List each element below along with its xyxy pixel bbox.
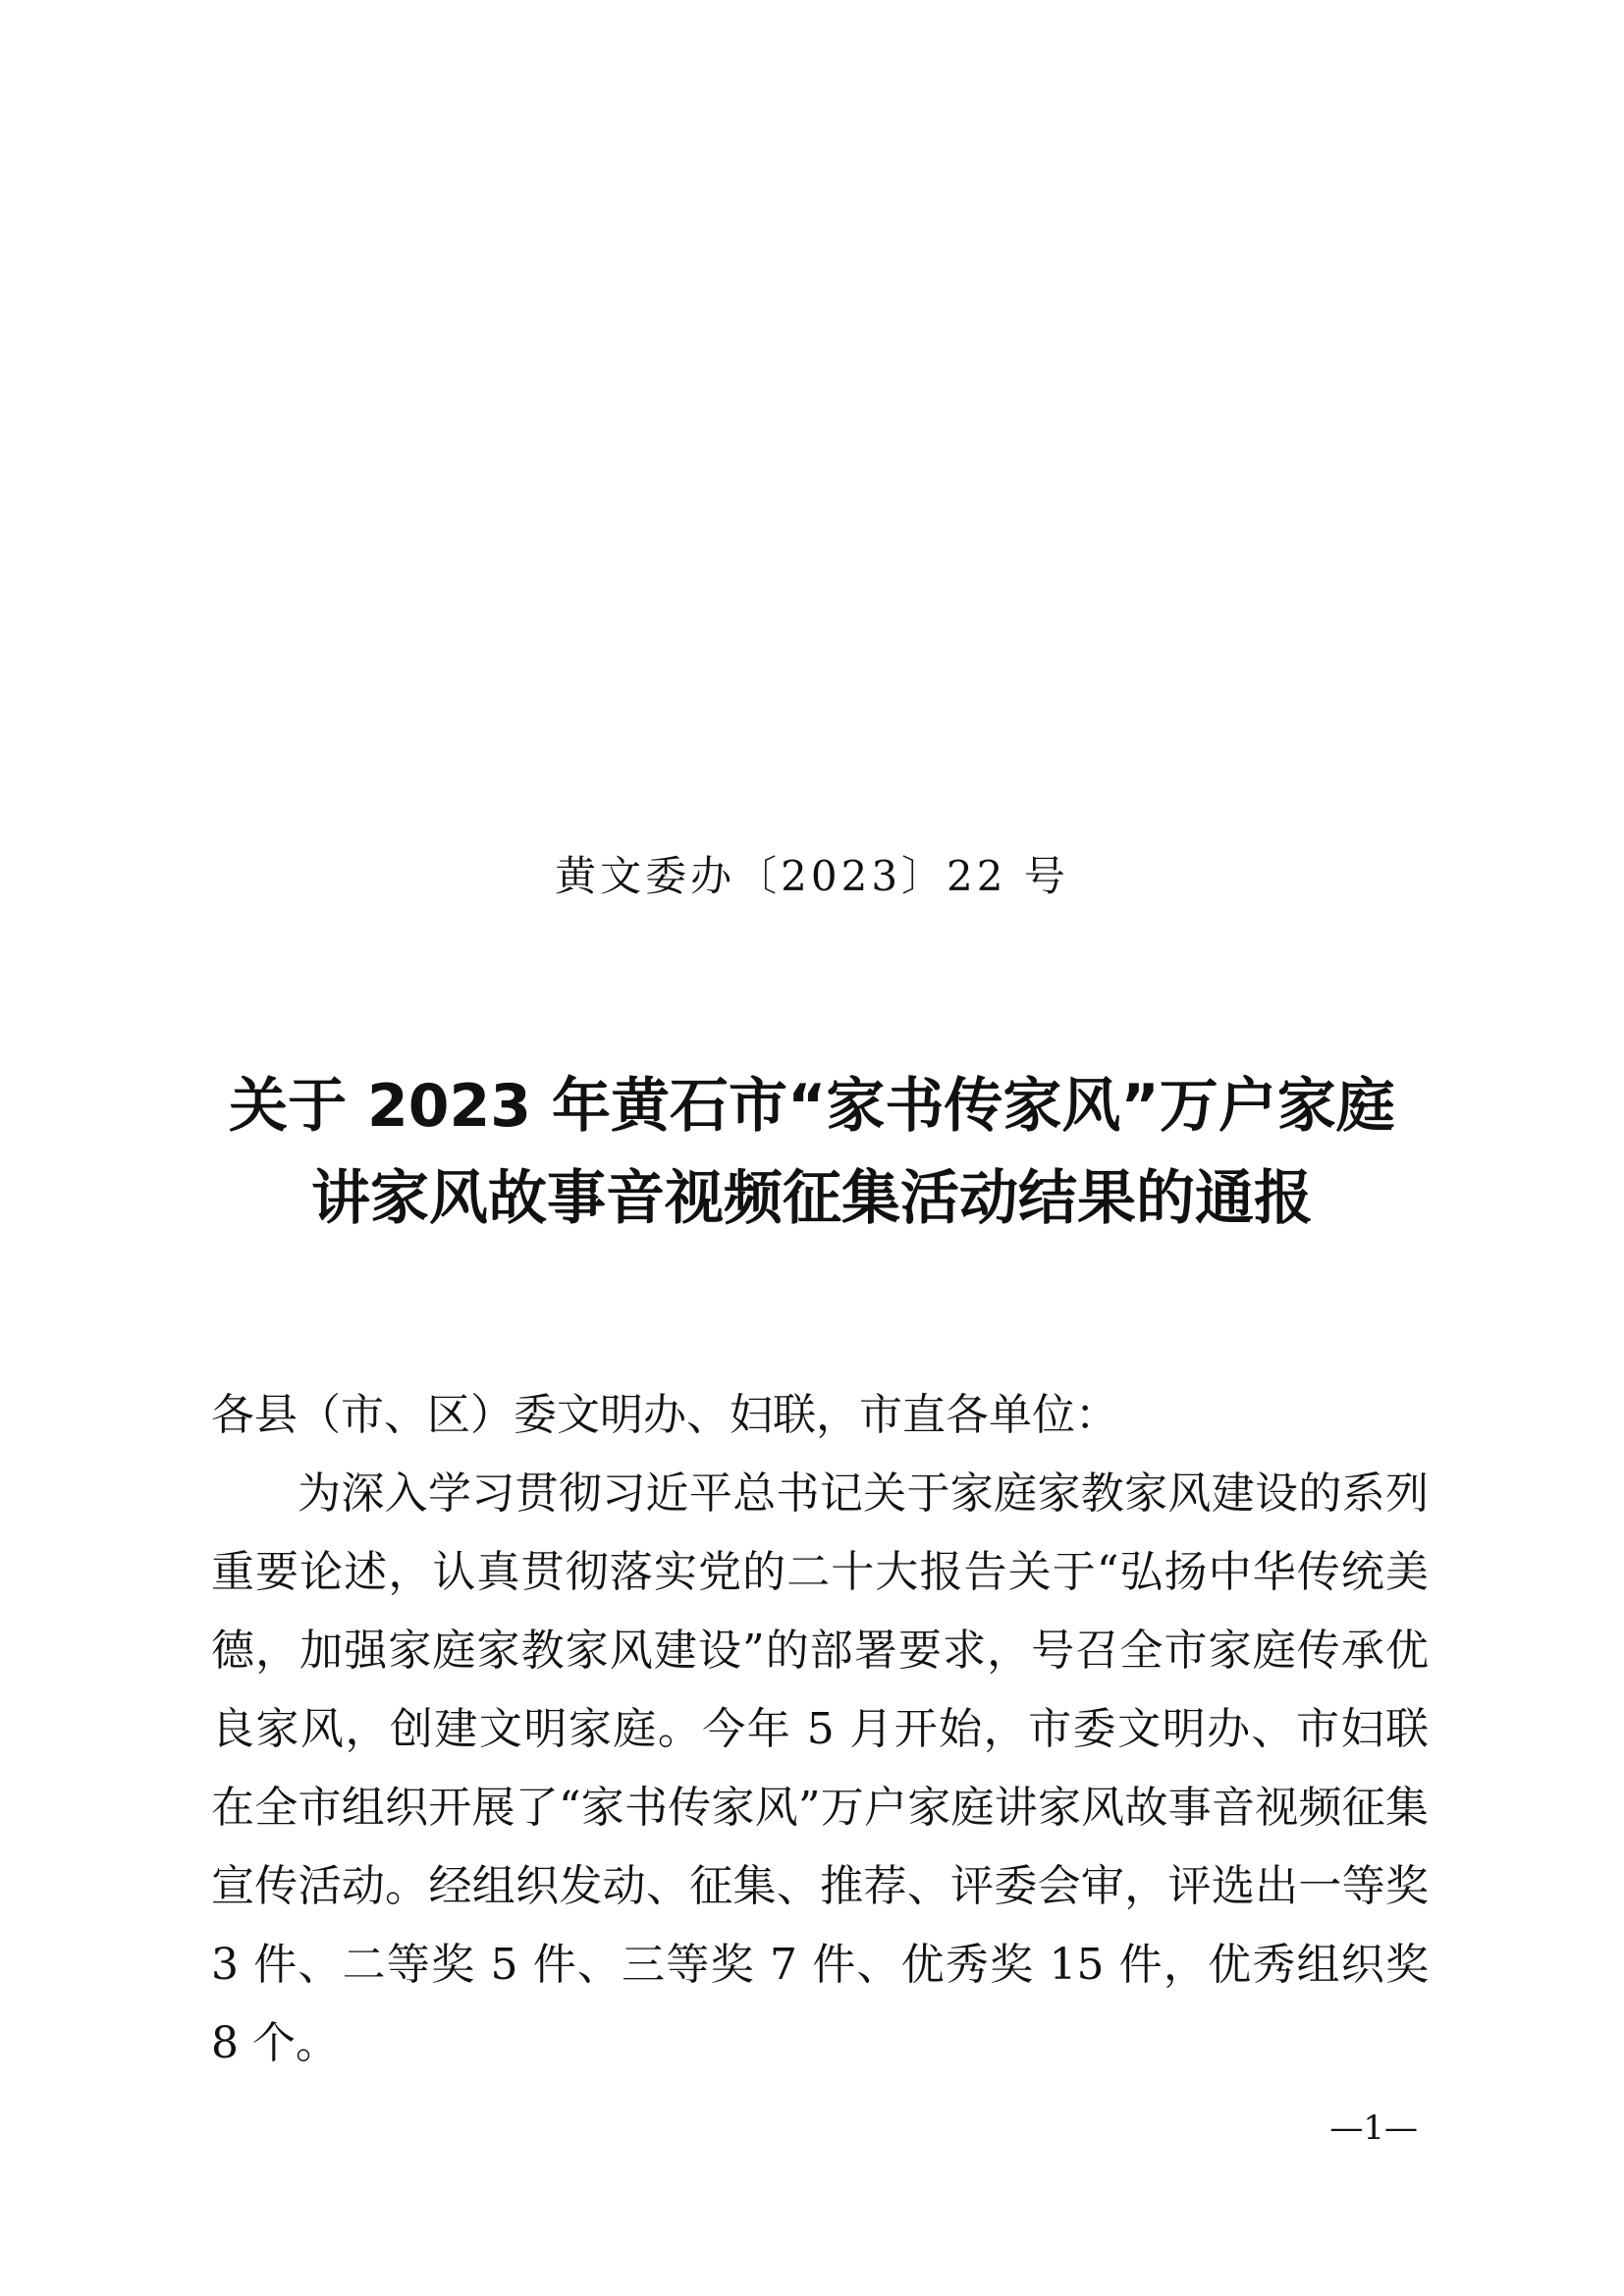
- document-title: [0, 1060, 1624, 1245]
- page-number: —1—: [1329, 2109, 1418, 2148]
- body-paragraph: 为深入学习贯彻习近平总书记关于家庭家教家风建设的系列重要论述，认真贯彻落实党的二十大报告关于“弘扬中华传统美德，加强家庭家教家风建设”的部署要求，号召全市家庭传承优良家风，创建文明家庭。今年 5 月开始，市委文明办、市妇联在全市组织开展了“家书传家风”万户家庭讲家风故事音视频征集宣传活动。经组织发动、征集、推荐、评委会审，评选出一等奖 3 件、二等奖 5 件、三等奖 7 件、优秀奖 15 件，优秀组织奖 8 个。: [211, 1468, 1429, 2068]
- salutation: 各县（市、区）委文明办、妇联，市直各单位：: [211, 1390, 1118, 1440]
- title-line-2: 讲家风故事音视频征集活动结果的通报: [311, 1164, 1313, 1233]
- document-number: 黄文委办〔2023〕22 号: [555, 852, 1069, 900]
- document-body: [211, 1376, 1429, 2083]
- title-line-1: 关于 2023 年黄石市“家书传家风”万户家庭: [229, 1072, 1395, 1141]
